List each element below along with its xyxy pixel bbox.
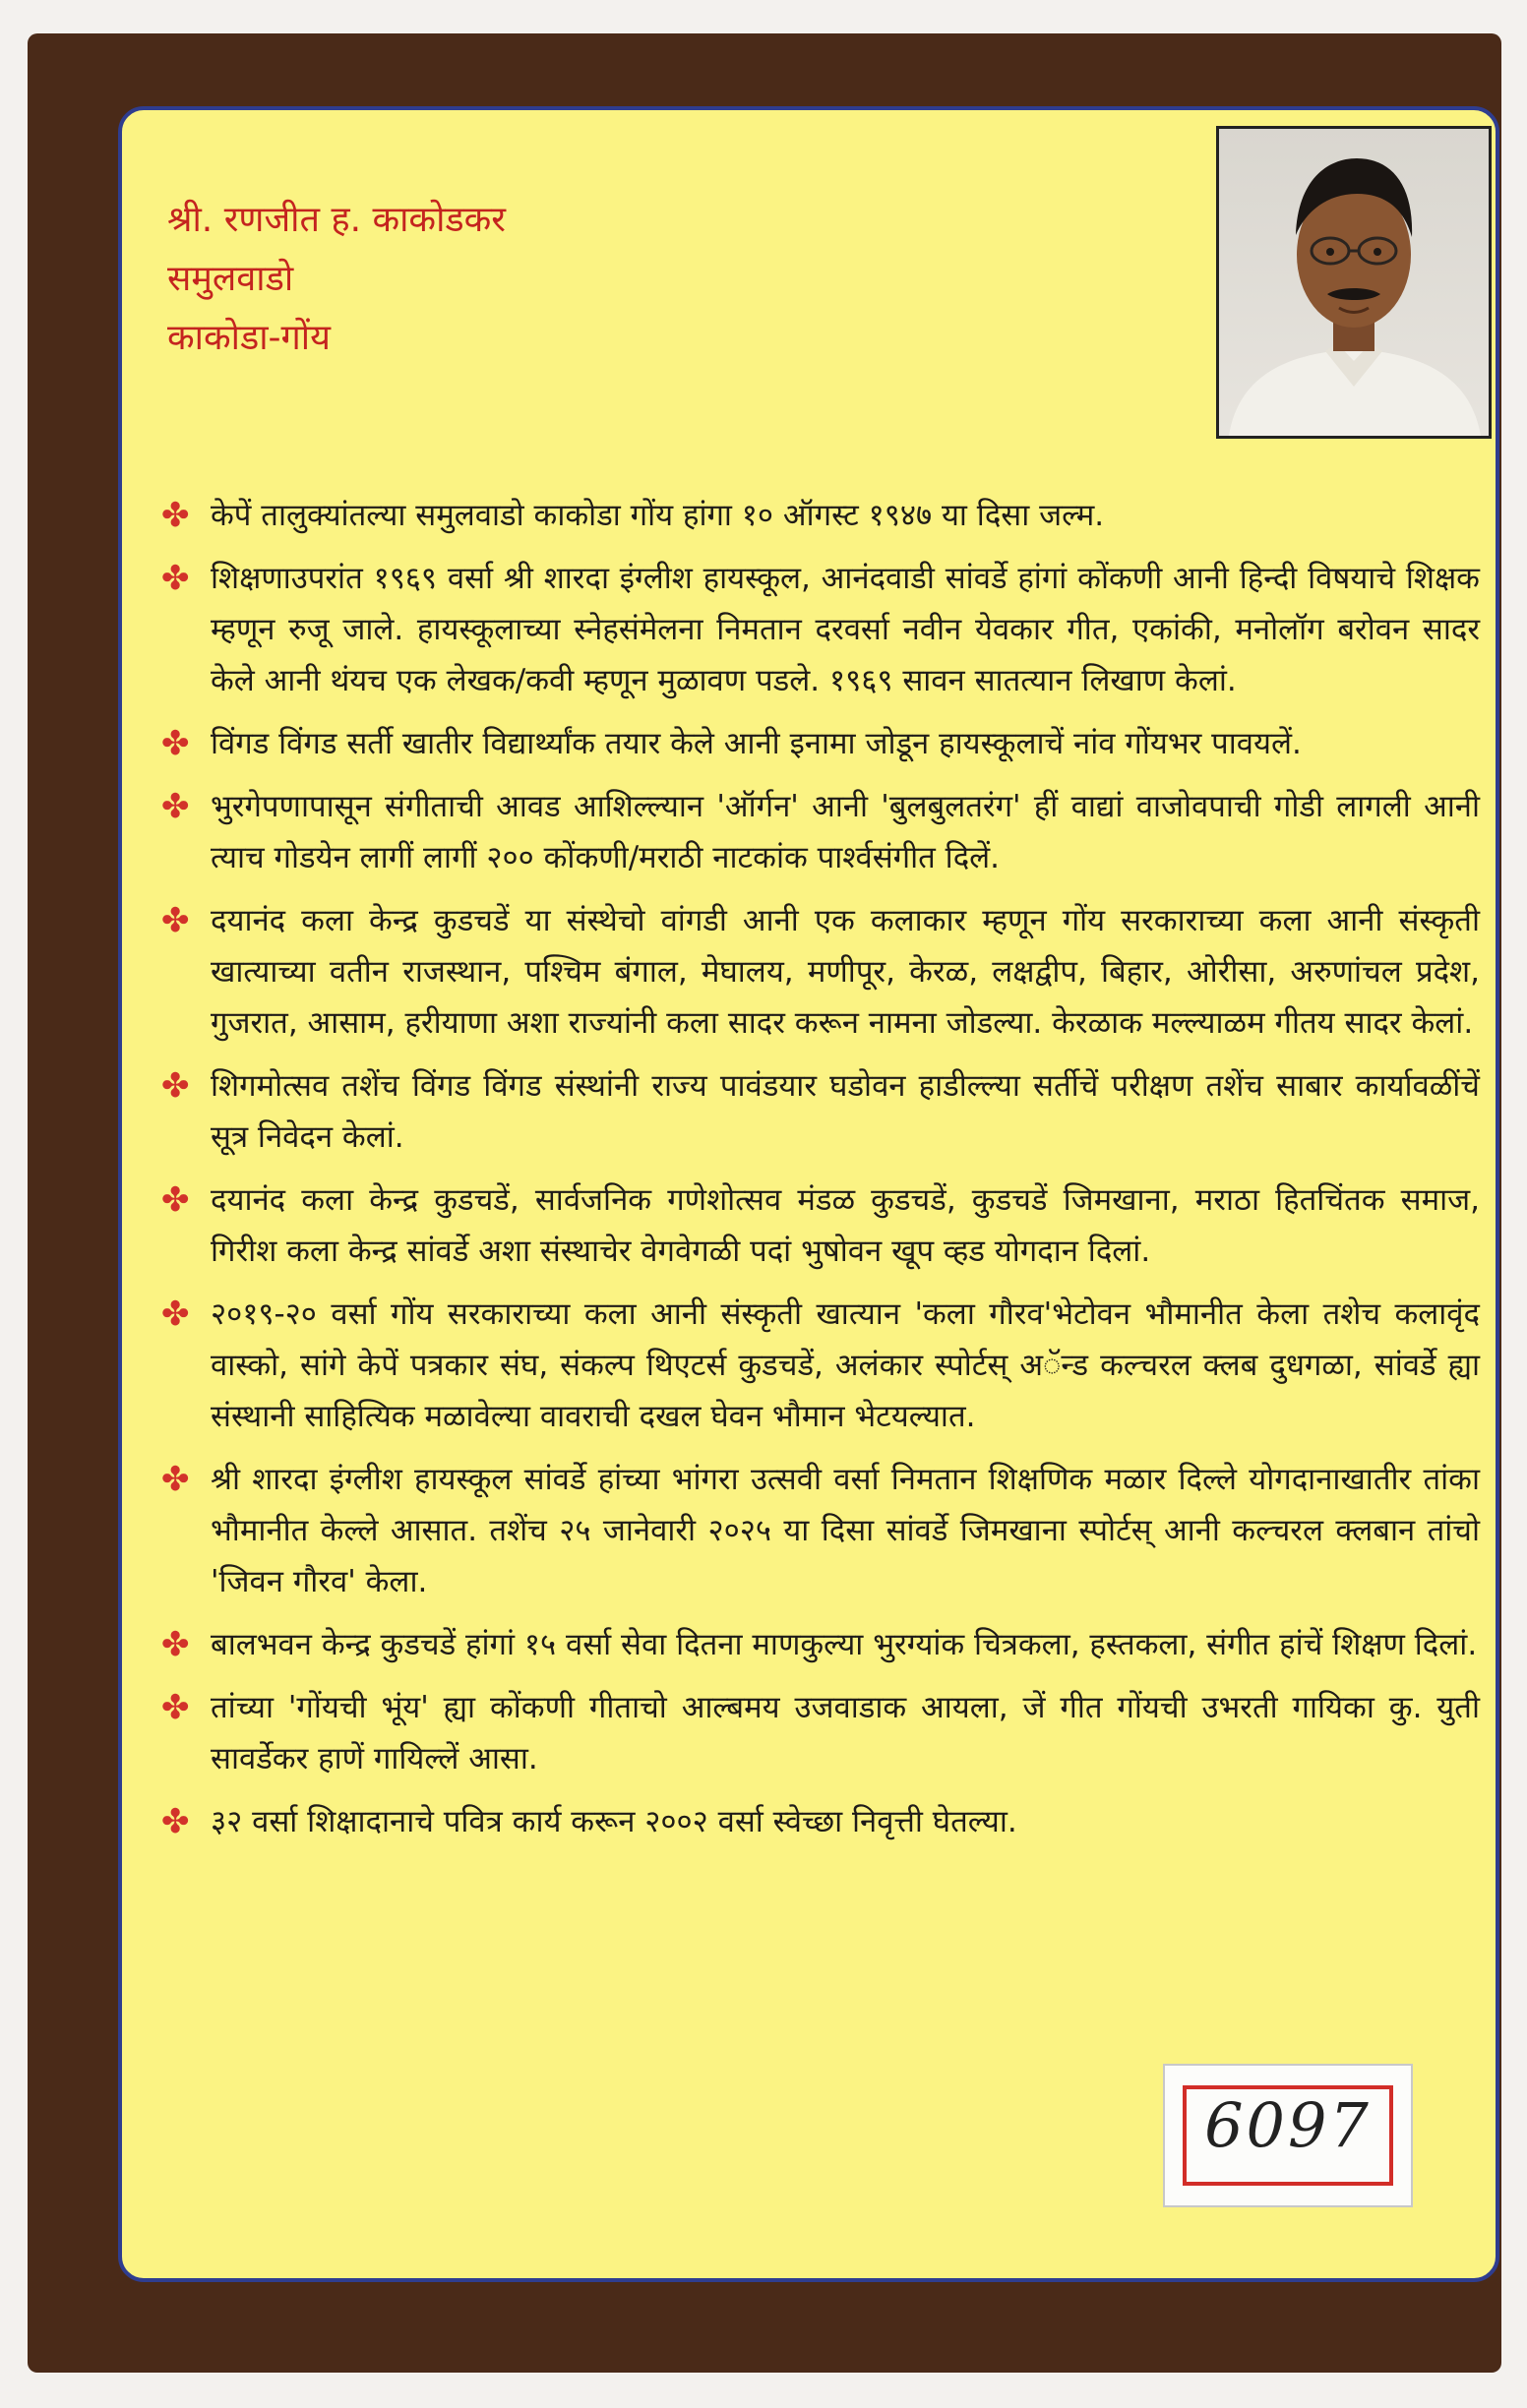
list-item bbox=[161, 1060, 1480, 1163]
flower-bullet-icon: ✤ bbox=[161, 1802, 190, 1841]
author-address-block bbox=[167, 191, 506, 368]
handwritten-catalog-number: 6097 bbox=[1204, 2089, 1372, 2161]
list-item bbox=[161, 1682, 1480, 1784]
list-item-text: २०१९-२० वर्सा गोंय सरकाराच्या कला आनी संस्कृती खात्यान 'कला गौरव'भेटोवन भौमानीत केला तशेच कलावृंद वास्को, सांगे केपें पत्रकार संघ, संकल्प थिएटर्स कुडचडें, अलंकार स्पोर्टस् अॅन्ड कल्चरल क्लब दुधगळा, सांवर्डे ह्या संस्थानी साहित्यिक मळावेल्या वावराची दखल घेवन भौमान भेटयल्यात. bbox=[211, 1296, 1480, 1434]
list-item bbox=[161, 781, 1480, 883]
list-item bbox=[161, 1174, 1480, 1277]
list-item-text: केपें तालुक्यांतल्या समुलवाडो काकोडा गोंय हांगा १० ऑगस्ट १९४७ या दिसा जल्म. bbox=[211, 498, 1105, 533]
list-item bbox=[161, 490, 1480, 541]
list-item-text: ३२ वर्सा शिक्षादानाचे पवित्र कार्य करून २००२ वर्सा स्वेच्छा निवृत्ती घेतल्या. bbox=[211, 1804, 1017, 1839]
list-item-text: तांच्या 'गोंयची भूंय' ह्या कोंकणी गीताचो आल्बमय उजवाडाक आयला, जें गीत गोंयची उभरती गायिका कु. युती सावर्डेकर हाणें गायिल्लें आसा. bbox=[211, 1690, 1480, 1776]
list-item-text: भुरगेपणापासून संगीताची आवड आशिल्ल्यान 'ऑर्गन' आनी 'बुलबुलतरंग' हीं वाद्यां वाजोवपाची गोडी लागली आनी त्याच गोडयेन लागीं लागीं २०० कोंकणी/मराठी नाटकांक पार्श्वसंगीत दिलें. bbox=[211, 789, 1480, 875]
flower-bullet-icon: ✤ bbox=[161, 496, 190, 535]
list-item-text: श्री शारदा इंग्लीश हायस्कूल सांवर्डे हांच्या भांगरा उत्सवी वर्सा निमतान शिक्षणिक मळार दिल्ले योगदानाखातीर तांका भौमानीत केल्ले आसात. तशेंच २५ जानेवारी २०२५ या दिसा सांवर्डे जिमखाना स्पोर्टस् आनी कल्चरल क्लबान तांचो 'जिवन गौरव' केला. bbox=[211, 1462, 1480, 1599]
list-item-text: शिगमोत्सव तशेंच विंगड विंगड संस्थांनी राज्य पावंडयार घडोवन हाडील्ल्या सर्तीचें परीक्षण तशेंच साबार कार्यावळींचें सूत्र निवेदन केलां. bbox=[211, 1068, 1480, 1155]
list-item-text: दयानंद कला केन्द्र कुडचडें, सार्वजनिक गणेशोत्सव मंडळ कुडचडें, कुडचडें जिमखाना, मराठा हितचिंतक समाज, गिरीश कला केन्द्र सांवर्डे अशा संस्थाचेर वेगवेगळी पदां भुषोवन खूप व्हड योगदान दिलां. bbox=[211, 1182, 1480, 1269]
author-photo bbox=[1216, 126, 1492, 439]
flower-bullet-icon: ✤ bbox=[161, 901, 190, 940]
author-village: समुलवाडो bbox=[167, 259, 294, 299]
list-item-text: दयानंद कला केन्द्र कुडचडें या संस्थेचो वांगडी आनी एक कलाकार म्हणून गोंय सरकाराच्या कला आनी संस्कृती खात्याच्या वतीन राजस्थान, पश्चिम बंगाल, मेघालय, मणीपूर, केरळ, लक्षद्वीप, बिहार, ओरीसा, अरुणांचल प्रदेश, गुजरात, आसाम, हरीयाणा अशा राज्यांनी कला सादर करून नामना जोडल्या. केरळाक मल्ल्याळम गीतय सादर केलां. bbox=[211, 903, 1480, 1041]
flower-bullet-icon: ✤ bbox=[161, 559, 190, 598]
list-item bbox=[161, 1454, 1480, 1607]
list-item bbox=[161, 553, 1480, 706]
list-item bbox=[161, 1289, 1480, 1442]
flower-bullet-icon: ✤ bbox=[161, 787, 190, 826]
flower-bullet-icon: ✤ bbox=[161, 1688, 190, 1727]
flower-bullet-icon: ✤ bbox=[161, 1294, 190, 1334]
biography-panel bbox=[118, 106, 1499, 2282]
catalog-number-sticker bbox=[1163, 2064, 1413, 2207]
list-item bbox=[161, 718, 1480, 769]
book-cover-back bbox=[28, 33, 1501, 2373]
list-item-text: बालभवन केन्द्र कुडचडें हांगां १५ वर्सा सेवा दितना माणकुल्या भुरग्यांक चित्रकला, हस्तकला, संगीत हांचें शिक्षण दिलां. bbox=[211, 1627, 1478, 1662]
list-item bbox=[161, 1796, 1480, 1847]
list-item bbox=[161, 895, 1480, 1049]
author-name: श्री. रणजीत ह. काकोडकर bbox=[167, 200, 507, 240]
flower-bullet-icon: ✤ bbox=[161, 1180, 190, 1220]
list-item bbox=[161, 1619, 1480, 1670]
list-item-text: शिक्षणाउपरांत १९६९ वर्सा श्री शारदा इंग्लीश हायस्कूल, आनंदवाडी सांवर्डे हांगां कोंकणी आनी हिन्दी विषयाचे शिक्षक म्हणून रुजू जाले. हायस्कूलाच्या स्नेहसंमेलना निमतान दरवर्सा नवीन येवकार गीत, एकांकी, मनोलॉग बरोवन सादर केले आनी थंयच एक लेखक/कवी म्हणून मुळावण पडले. १९६९ सावन सातत्यान लिखाण केलां. bbox=[211, 561, 1480, 698]
biography-points bbox=[161, 490, 1480, 1859]
flower-bullet-icon: ✤ bbox=[161, 1625, 190, 1664]
list-item-text: विंगड विंगड सर्ती खातीर विद्यार्थ्यांक तयार केले आनी इनामा जोडून हायस्कूलाचें नांव गोंयभर पावयलें. bbox=[211, 726, 1302, 761]
flower-bullet-icon: ✤ bbox=[161, 724, 190, 763]
author-place: काकोडा-गोंय bbox=[167, 318, 331, 358]
flower-bullet-icon: ✤ bbox=[161, 1066, 190, 1106]
flower-bullet-icon: ✤ bbox=[161, 1460, 190, 1499]
